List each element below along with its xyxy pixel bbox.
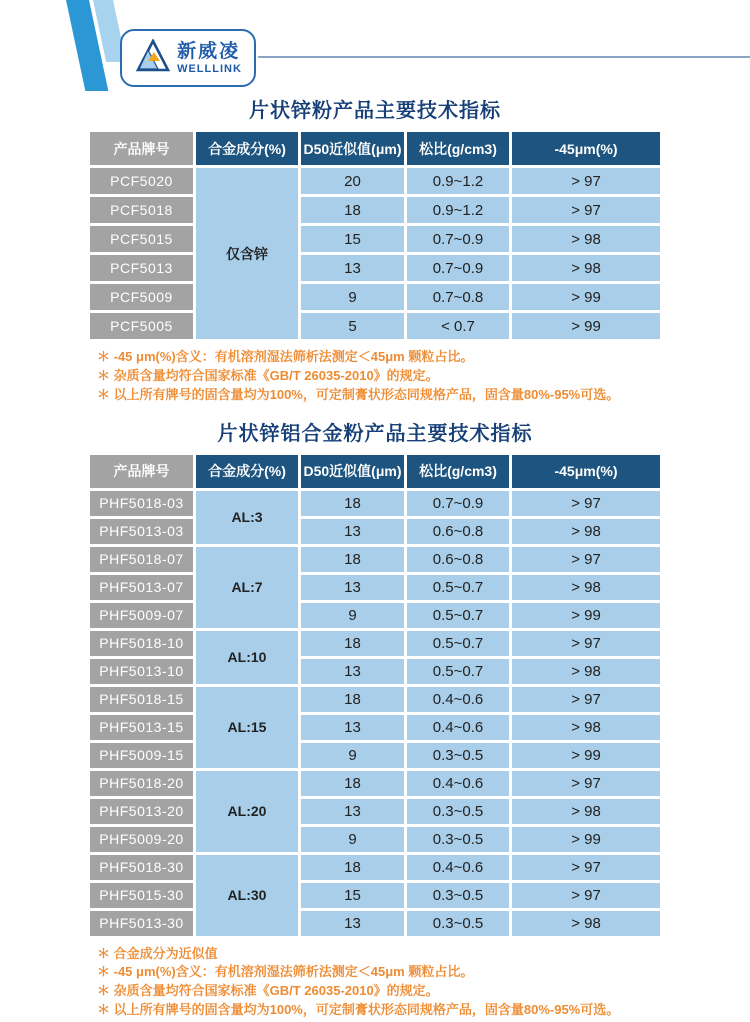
col-header-model: 产品牌号 [90,132,193,165]
table-row [90,226,660,252]
model-cell: PHF5013-07 [90,575,193,600]
table-row [90,313,660,339]
brand-name-cn: 新威凌 [177,40,241,62]
bulk-density-cell: 0.9~1.2 [407,197,509,223]
col-header-model: 产品牌号 [90,455,193,488]
zinc-powder-spec-table [87,129,663,342]
bulk-density-cell: 0.3~0.5 [407,827,509,852]
under45-cell: > 99 [512,603,660,628]
table-row [90,827,660,852]
d50-cell: 20 [301,168,404,194]
d50-cell: 9 [301,603,404,628]
d50-cell: 18 [301,855,404,880]
bulk-density-cell: 0.4~0.6 [407,771,509,796]
model-cell: PCF5013 [90,255,193,281]
table-row [90,168,660,194]
bulk-density-cell: 0.5~0.7 [407,575,509,600]
bulk-density-cell: 0.6~0.8 [407,547,509,572]
under45-cell: > 97 [512,855,660,880]
model-cell: PCF5018 [90,197,193,223]
bulk-density-cell: 0.9~1.2 [407,168,509,194]
table-row [90,631,660,656]
model-cell: PHF5013-30 [90,911,193,936]
alloy-merged-cell: AL:7 [196,547,298,628]
under45-cell: > 98 [512,799,660,824]
d50-cell: 13 [301,799,404,824]
model-cell: PCF5015 [90,226,193,252]
under45-cell: > 98 [512,659,660,684]
under45-cell: > 99 [512,284,660,310]
under45-cell: > 97 [512,631,660,656]
d50-cell: 13 [301,659,404,684]
note-line: ＊ 以上所有牌号的固含量均为100%，可定制膏状形态同规格产品，固含量80%-95%可选。 [97,386,620,402]
alloy-merged-cell: 仅含锌 [196,168,298,339]
d50-cell: 9 [301,827,404,852]
table-row [90,519,660,544]
col-header-d50: D50近似值(μm) [301,132,404,165]
triangle-logo-icon [134,39,170,78]
col-header-bulk-density: 松比(g/cm3) [407,455,509,488]
note-line: ＊ 杂质含量均符合国家标准《GB/T 26035-2010》的规定。 [97,983,439,999]
under45-cell: > 99 [512,827,660,852]
note-line: ＊ -45 μm(%)含义：有机溶剂湿法筛析法测定＜45μm 颗粒占比。 [97,349,474,364]
table-row [90,491,660,516]
d50-cell: 13 [301,575,404,600]
col-header-under45: -45μm(%) [512,455,660,488]
under45-cell: > 97 [512,883,660,908]
zinc-table-title: 片状锌粉产品主要技术指标 [249,100,501,122]
under45-cell: > 98 [512,575,660,600]
zinc-table-notes [97,348,663,405]
model-cell: PHF5015-30 [90,883,193,908]
zinc-aluminum-table-notes [97,945,663,1020]
bulk-density-cell: 0.4~0.6 [407,687,509,712]
model-cell: PHF5018-07 [90,547,193,572]
under45-cell: > 98 [512,519,660,544]
table-row [90,715,660,740]
table-row [90,771,660,796]
table-row [90,799,660,824]
under45-cell: > 97 [512,547,660,572]
zinc-aluminum-table-title: 片状锌铝合金粉产品主要技术指标 [217,422,533,445]
table-row [90,743,660,768]
bulk-density-cell: < 0.7 [407,313,509,339]
model-cell: PHF5018-30 [90,855,193,880]
d50-cell: 15 [301,226,404,252]
d50-cell: 9 [301,284,404,310]
d50-cell: 18 [301,687,404,712]
under45-cell: > 97 [512,197,660,223]
bulk-density-cell: 0.7~0.9 [407,491,509,516]
table-row [90,197,660,223]
d50-cell: 5 [301,313,404,339]
model-cell: PHF5018-10 [90,631,193,656]
table-row [90,659,660,684]
d50-cell: 9 [301,743,404,768]
table-row [90,687,660,712]
model-cell: PCF5009 [90,284,193,310]
model-cell: PHF5018-15 [90,687,193,712]
model-cell: PHF5018-03 [90,491,193,516]
main-content [87,94,663,1020]
table-header-row [90,132,660,165]
alloy-merged-cell: AL:20 [196,771,298,852]
header-rule-line [258,56,750,58]
alloy-merged-cell: AL:15 [196,687,298,768]
bulk-density-cell: 0.3~0.5 [407,799,509,824]
note-line: ＊ 合金成分为近似值 [97,945,218,961]
alloy-merged-cell: AL:3 [196,491,298,544]
table-row [90,547,660,572]
zinc-aluminum-spec-table [87,452,663,939]
bulk-density-cell: 0.4~0.6 [407,855,509,880]
col-header-alloy: 合金成分(%) [196,132,298,165]
col-header-under45: -45μm(%) [512,132,660,165]
bulk-density-cell: 0.7~0.9 [407,226,509,252]
under45-cell: > 97 [512,491,660,516]
bulk-density-cell: 0.6~0.8 [407,519,509,544]
brand-name-en: WELLLINK [177,62,242,75]
bulk-density-cell: 0.5~0.7 [407,631,509,656]
alloy-merged-cell: AL:30 [196,855,298,936]
model-cell: PHF5013-20 [90,799,193,824]
bulk-density-cell: 0.7~0.9 [407,255,509,281]
d50-cell: 13 [301,519,404,544]
table-header-row [90,455,660,488]
table-row [90,883,660,908]
model-cell: PHF5013-03 [90,519,193,544]
note-line: ＊ 以上所有牌号的固含量均为100%，可定制膏状形态同规格产品，固含量80%-95%可选。 [97,1002,620,1018]
under45-cell: > 98 [512,226,660,252]
model-cell: PCF5005 [90,313,193,339]
col-header-alloy: 合金成分(%) [196,455,298,488]
d50-cell: 13 [301,911,404,936]
col-header-bulk-density: 松比(g/cm3) [407,132,509,165]
under45-cell: > 97 [512,687,660,712]
table-row [90,855,660,880]
under45-cell: > 97 [512,771,660,796]
table-row [90,575,660,600]
bulk-density-cell: 0.3~0.5 [407,883,509,908]
alloy-merged-cell: AL:10 [196,631,298,684]
bulk-density-cell: 0.5~0.7 [407,603,509,628]
under45-cell: > 98 [512,715,660,740]
bulk-density-cell: 0.3~0.5 [407,911,509,936]
bulk-density-cell: 0.7~0.8 [407,284,509,310]
under45-cell: > 97 [512,168,660,194]
d50-cell: 15 [301,883,404,908]
under45-cell: > 99 [512,743,660,768]
under45-cell: > 99 [512,313,660,339]
table-row [90,255,660,281]
note-line: ＊ -45 μm(%)含义：有机溶剂湿法筛析法测定＜45μm 颗粒占比。 [97,964,474,980]
model-cell: PHF5018-20 [90,771,193,796]
model-cell: PHF5009-15 [90,743,193,768]
d50-cell: 13 [301,255,404,281]
d50-cell: 18 [301,197,404,223]
bulk-density-cell: 0.3~0.5 [407,743,509,768]
under45-cell: > 98 [512,255,660,281]
model-cell: PCF5020 [90,168,193,194]
d50-cell: 13 [301,715,404,740]
model-cell: PHF5009-20 [90,827,193,852]
under45-cell: > 98 [512,911,660,936]
welllink-logo [120,29,256,87]
table-row [90,284,660,310]
d50-cell: 18 [301,547,404,572]
bulk-density-cell: 0.5~0.7 [407,659,509,684]
bulk-density-cell: 0.4~0.6 [407,715,509,740]
table-row [90,911,660,936]
model-cell: PHF5009-07 [90,603,193,628]
d50-cell: 18 [301,631,404,656]
col-header-d50: D50近似值(μm) [301,455,404,488]
d50-cell: 18 [301,491,404,516]
d50-cell: 18 [301,771,404,796]
model-cell: PHF5013-15 [90,715,193,740]
model-cell: PHF5013-10 [90,659,193,684]
note-line: ＊ 杂质含量均符合国家标准《GB/T 26035-2010》的规定。 [97,367,439,383]
table-row [90,603,660,628]
